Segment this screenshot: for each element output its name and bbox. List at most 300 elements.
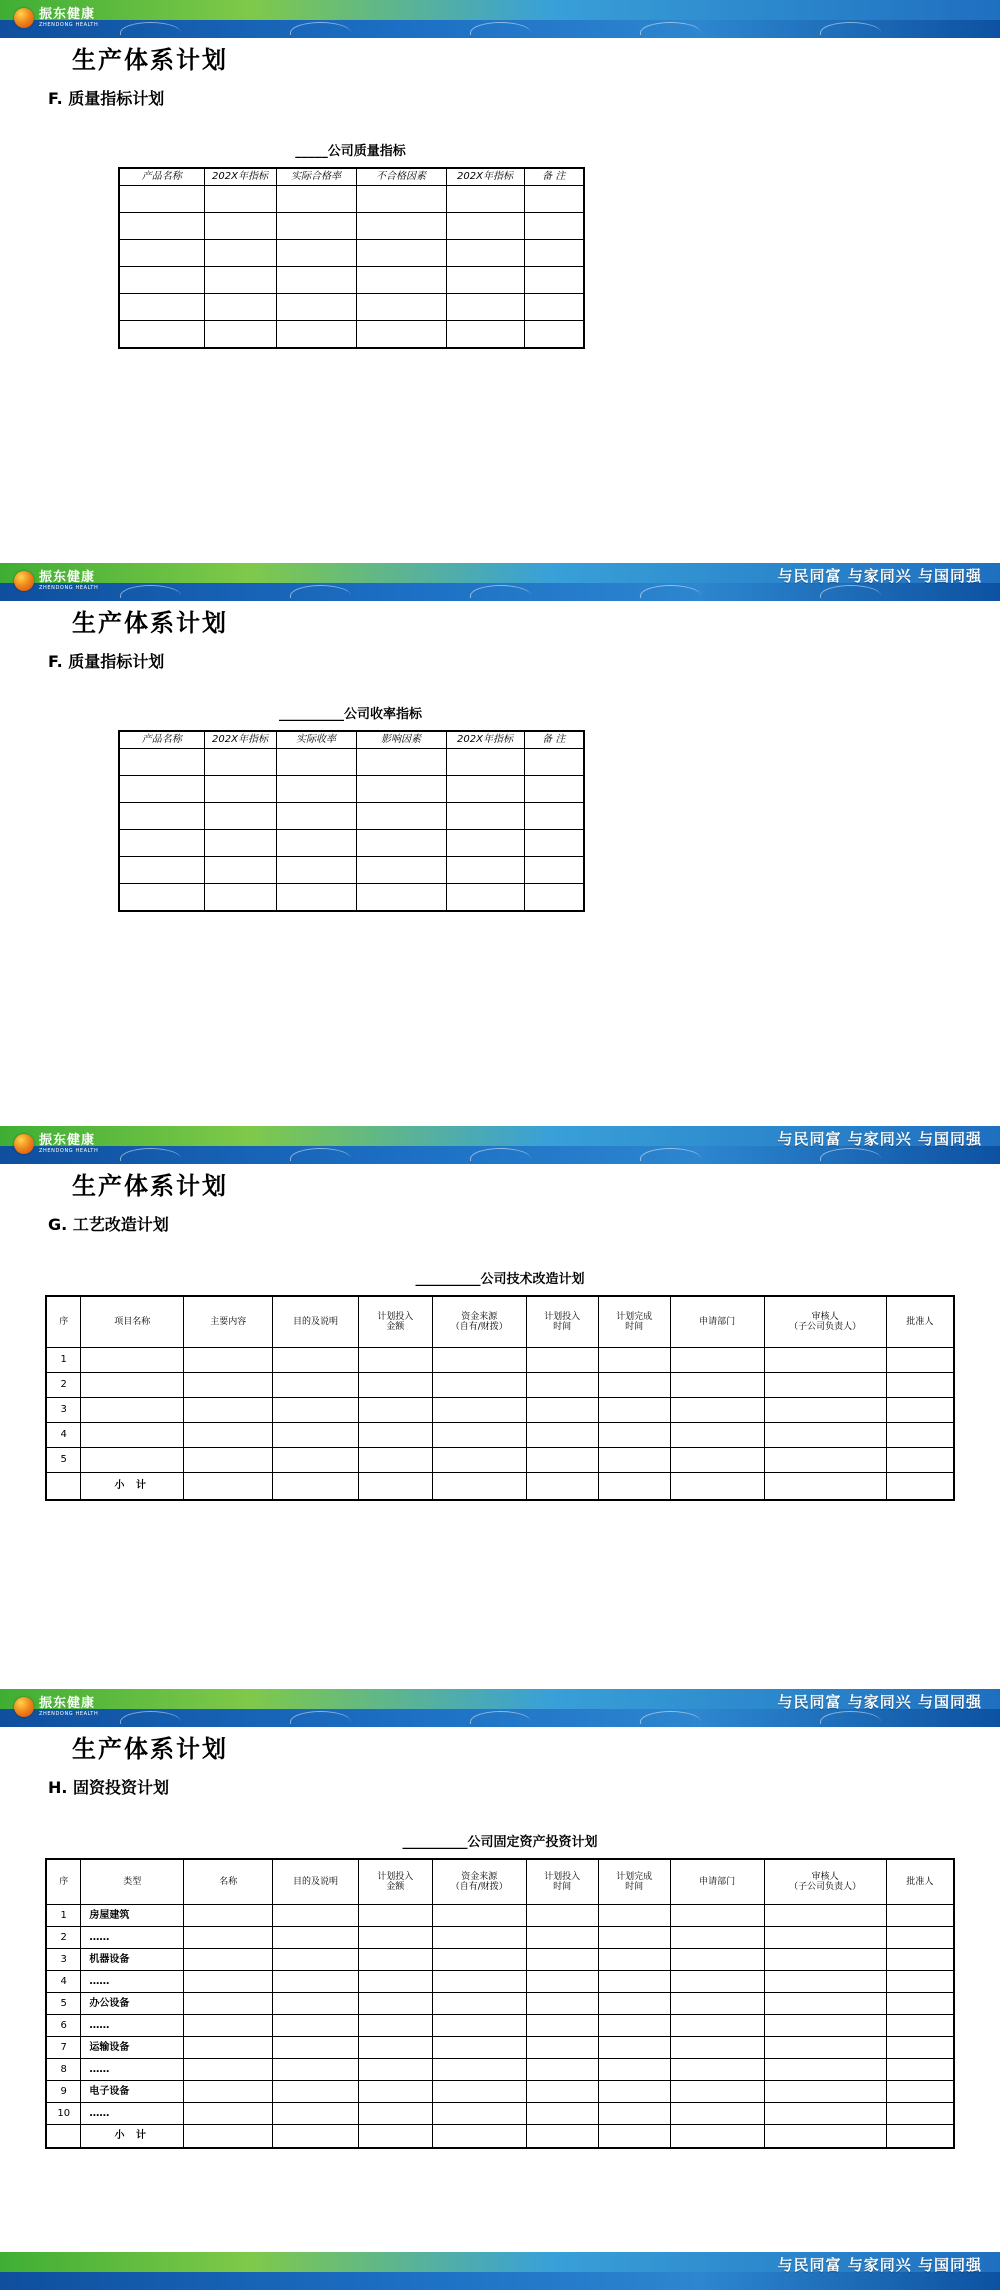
cell[interactable] bbox=[273, 1423, 358, 1448]
brand-slogan: 与民同富 与家同兴 与国同强 bbox=[777, 567, 982, 585]
row-type: …… bbox=[81, 2059, 184, 2081]
cell[interactable] bbox=[432, 1905, 526, 1927]
cell[interactable] bbox=[598, 1348, 670, 1373]
yield-index-table-block bbox=[118, 703, 583, 912]
cell[interactable] bbox=[276, 802, 356, 829]
fixed-asset-table bbox=[45, 1858, 955, 2149]
col-header: 类型 bbox=[81, 1859, 184, 1905]
cell[interactable] bbox=[432, 2103, 526, 2125]
cell[interactable] bbox=[526, 1905, 598, 1927]
cell[interactable] bbox=[526, 1373, 598, 1398]
total-label: 小 计 bbox=[81, 2125, 184, 2149]
cell[interactable] bbox=[204, 883, 276, 911]
cell[interactable] bbox=[524, 883, 584, 911]
cell[interactable] bbox=[432, 2037, 526, 2059]
cell[interactable] bbox=[524, 856, 584, 883]
cell[interactable] bbox=[276, 320, 356, 348]
brand-logo bbox=[14, 1134, 98, 1154]
cell[interactable] bbox=[358, 1993, 432, 2015]
row-type: 电子设备 bbox=[81, 2081, 184, 2103]
cell[interactable] bbox=[276, 883, 356, 911]
cell[interactable] bbox=[526, 2059, 598, 2081]
col-header: 计划完成 时间 bbox=[598, 1859, 670, 1905]
col-header: 序 bbox=[46, 1296, 81, 1348]
cell[interactable] bbox=[273, 2103, 358, 2125]
cell[interactable] bbox=[204, 829, 276, 856]
cell[interactable] bbox=[526, 1423, 598, 1448]
cell[interactable] bbox=[886, 1473, 954, 1501]
cell[interactable] bbox=[446, 212, 524, 239]
cell[interactable] bbox=[356, 293, 446, 320]
table-row bbox=[46, 1398, 954, 1423]
cell[interactable] bbox=[598, 2125, 670, 2149]
cell[interactable] bbox=[764, 1448, 886, 1473]
cell[interactable] bbox=[273, 1905, 358, 1927]
cell[interactable] bbox=[432, 2015, 526, 2037]
cell[interactable] bbox=[598, 1949, 670, 1971]
cell[interactable] bbox=[184, 1971, 273, 1993]
cell[interactable] bbox=[356, 856, 446, 883]
cell[interactable] bbox=[670, 1971, 764, 1993]
cell[interactable] bbox=[273, 2125, 358, 2149]
cell[interactable] bbox=[764, 2081, 886, 2103]
cell[interactable] bbox=[764, 2015, 886, 2037]
cell[interactable] bbox=[446, 829, 524, 856]
cell[interactable] bbox=[184, 2081, 273, 2103]
table-caption: __________公司技术改造计划 bbox=[415, 1272, 585, 1287]
cell[interactable] bbox=[184, 1949, 273, 1971]
cell[interactable] bbox=[356, 883, 446, 911]
cell[interactable] bbox=[526, 2081, 598, 2103]
cell[interactable] bbox=[670, 1373, 764, 1398]
cell[interactable] bbox=[598, 2015, 670, 2037]
cell[interactable] bbox=[764, 2125, 886, 2149]
cell[interactable] bbox=[184, 1398, 273, 1423]
cell[interactable] bbox=[358, 2015, 432, 2037]
cell[interactable] bbox=[670, 1905, 764, 1927]
cell[interactable] bbox=[764, 1927, 886, 1949]
cell[interactable] bbox=[356, 212, 446, 239]
cell[interactable] bbox=[886, 2037, 954, 2059]
cell[interactable] bbox=[886, 1927, 954, 1949]
cell[interactable] bbox=[526, 1993, 598, 2015]
cell[interactable] bbox=[598, 1905, 670, 1927]
cell[interactable] bbox=[204, 212, 276, 239]
col-header: 计划投入 金额 bbox=[358, 1859, 432, 1905]
header-band bbox=[0, 1689, 1000, 1727]
slide-1 bbox=[0, 0, 1000, 563]
cell[interactable] bbox=[670, 1993, 764, 2015]
table-header-row bbox=[119, 731, 584, 748]
cell[interactable] bbox=[524, 775, 584, 802]
cell[interactable] bbox=[432, 1473, 526, 1501]
col-header: 批准人 bbox=[886, 1859, 954, 1905]
cell[interactable] bbox=[598, 1423, 670, 1448]
cell[interactable] bbox=[764, 1905, 886, 1927]
cell[interactable] bbox=[886, 1949, 954, 1971]
brand-logo bbox=[14, 571, 98, 591]
cell[interactable] bbox=[358, 1373, 432, 1398]
cell[interactable] bbox=[446, 802, 524, 829]
cell[interactable] bbox=[184, 2059, 273, 2081]
cell[interactable] bbox=[119, 239, 204, 266]
cell[interactable] bbox=[276, 239, 356, 266]
cell[interactable] bbox=[273, 1448, 358, 1473]
cell[interactable] bbox=[764, 1993, 886, 2015]
cell[interactable] bbox=[432, 1971, 526, 1993]
row-type: 机器设备 bbox=[81, 1949, 184, 1971]
table-row bbox=[46, 1348, 954, 1373]
cell[interactable] bbox=[356, 266, 446, 293]
cell[interactable] bbox=[886, 1398, 954, 1423]
cell[interactable] bbox=[526, 2125, 598, 2149]
cell[interactable] bbox=[598, 1373, 670, 1398]
cell[interactable] bbox=[526, 1971, 598, 1993]
cell[interactable] bbox=[184, 1473, 273, 1501]
cell[interactable] bbox=[524, 185, 584, 212]
cell[interactable] bbox=[446, 775, 524, 802]
cell[interactable] bbox=[526, 1448, 598, 1473]
cell[interactable] bbox=[526, 1949, 598, 1971]
tech-reform-table-block bbox=[45, 1268, 955, 1501]
cell[interactable] bbox=[81, 1423, 184, 1448]
cell[interactable] bbox=[432, 1949, 526, 1971]
cell[interactable] bbox=[670, 1949, 764, 1971]
cell[interactable] bbox=[119, 185, 204, 212]
cell[interactable] bbox=[358, 1473, 432, 1501]
col-header: 影响因素 bbox=[356, 731, 446, 748]
cell[interactable] bbox=[524, 748, 584, 775]
table-total-row bbox=[46, 2125, 954, 2149]
cell[interactable] bbox=[358, 2103, 432, 2125]
cell[interactable] bbox=[273, 2059, 358, 2081]
cell[interactable] bbox=[524, 212, 584, 239]
cell[interactable] bbox=[524, 829, 584, 856]
sun-logo-icon bbox=[14, 1697, 34, 1717]
cell[interactable] bbox=[358, 1348, 432, 1373]
row-index: 10 bbox=[46, 2103, 81, 2125]
row-type: 运输设备 bbox=[81, 2037, 184, 2059]
cell[interactable] bbox=[273, 1348, 358, 1373]
cell[interactable] bbox=[670, 1423, 764, 1448]
cell[interactable] bbox=[598, 2059, 670, 2081]
cell[interactable] bbox=[598, 1473, 670, 1501]
col-header: 202X年指标 bbox=[204, 168, 276, 185]
cell[interactable] bbox=[119, 212, 204, 239]
cell[interactable] bbox=[432, 2059, 526, 2081]
row-index: 4 bbox=[46, 1971, 81, 1993]
cell[interactable] bbox=[358, 1905, 432, 1927]
header-band bbox=[0, 2252, 1000, 2290]
cell[interactable] bbox=[276, 266, 356, 293]
cell[interactable] bbox=[886, 2081, 954, 2103]
yield-index-table bbox=[118, 730, 585, 912]
cell[interactable] bbox=[184, 1423, 273, 1448]
cell[interactable] bbox=[598, 2037, 670, 2059]
cell[interactable] bbox=[358, 1949, 432, 1971]
cell[interactable] bbox=[886, 1993, 954, 2015]
cell[interactable] bbox=[204, 320, 276, 348]
fixed-asset-table-block bbox=[45, 1831, 955, 2149]
cell[interactable] bbox=[81, 1448, 184, 1473]
cell[interactable] bbox=[356, 748, 446, 775]
cell[interactable] bbox=[670, 2037, 764, 2059]
cell[interactable] bbox=[184, 1448, 273, 1473]
cell[interactable] bbox=[446, 185, 524, 212]
table-total-row bbox=[46, 1473, 954, 1501]
cell[interactable] bbox=[358, 2125, 432, 2149]
cell[interactable] bbox=[276, 185, 356, 212]
cell[interactable] bbox=[273, 1398, 358, 1423]
cell[interactable] bbox=[204, 266, 276, 293]
cell[interactable] bbox=[119, 856, 204, 883]
cell[interactable] bbox=[432, 1448, 526, 1473]
cell[interactable] bbox=[432, 1927, 526, 1949]
col-header: 计划投入 时间 bbox=[526, 1296, 598, 1348]
cell[interactable] bbox=[886, 1423, 954, 1448]
col-header: 实际收率 bbox=[276, 731, 356, 748]
brand-slogan: 与民同富 与家同兴 与国同强 bbox=[777, 1130, 982, 1148]
cell[interactable] bbox=[204, 775, 276, 802]
cell[interactable] bbox=[119, 266, 204, 293]
brand-name-en: ZHENDONG HEALTH bbox=[39, 22, 99, 28]
cell[interactable] bbox=[273, 1971, 358, 1993]
cell[interactable] bbox=[670, 1448, 764, 1473]
cell[interactable] bbox=[358, 1927, 432, 1949]
cell[interactable] bbox=[81, 1373, 184, 1398]
cell[interactable] bbox=[184, 2015, 273, 2037]
cell[interactable] bbox=[81, 1398, 184, 1423]
page-title: 生产体系计划 bbox=[72, 1735, 228, 1763]
cell[interactable] bbox=[670, 1398, 764, 1423]
cell[interactable] bbox=[276, 212, 356, 239]
cell[interactable] bbox=[524, 802, 584, 829]
table-caption: __________公司收率指标 bbox=[278, 707, 422, 722]
cell[interactable] bbox=[184, 1373, 273, 1398]
cell[interactable] bbox=[446, 883, 524, 911]
row-type: 房屋建筑 bbox=[81, 1905, 184, 1927]
cell[interactable] bbox=[446, 320, 524, 348]
cell[interactable] bbox=[432, 1398, 526, 1423]
table-row bbox=[46, 2081, 954, 2103]
cell[interactable] bbox=[356, 239, 446, 266]
brand-name-cn: 振东健康 bbox=[39, 7, 96, 22]
cell[interactable] bbox=[886, 1971, 954, 1993]
cell[interactable] bbox=[598, 2081, 670, 2103]
cell[interactable] bbox=[276, 856, 356, 883]
table-row bbox=[46, 1423, 954, 1448]
cell[interactable] bbox=[184, 1348, 273, 1373]
col-header: 产品名称 bbox=[119, 168, 204, 185]
cell[interactable] bbox=[276, 775, 356, 802]
cell[interactable] bbox=[598, 1993, 670, 2015]
cell[interactable] bbox=[204, 185, 276, 212]
cell[interactable] bbox=[526, 1927, 598, 1949]
col-header: 202X年指标 bbox=[446, 731, 524, 748]
row-index: 5 bbox=[46, 1993, 81, 2015]
col-header: 202X年指标 bbox=[204, 731, 276, 748]
cell[interactable] bbox=[524, 266, 584, 293]
cell[interactable] bbox=[670, 2103, 764, 2125]
section-subtitle: H. 固资投资计划 bbox=[48, 1778, 170, 1797]
cell[interactable] bbox=[670, 2059, 764, 2081]
table-row bbox=[119, 239, 584, 266]
cell[interactable] bbox=[598, 1448, 670, 1473]
cell[interactable] bbox=[273, 1993, 358, 2015]
cell[interactable] bbox=[358, 1423, 432, 1448]
table-row bbox=[46, 1971, 954, 1993]
cell[interactable] bbox=[886, 2059, 954, 2081]
row-index: 3 bbox=[46, 1949, 81, 1971]
cell[interactable] bbox=[764, 2037, 886, 2059]
cell[interactable] bbox=[273, 1949, 358, 1971]
row-index: 4 bbox=[46, 1423, 81, 1448]
table-row bbox=[119, 212, 584, 239]
slide-3 bbox=[0, 1126, 1000, 1689]
cell[interactable] bbox=[119, 748, 204, 775]
cell[interactable] bbox=[764, 2059, 886, 2081]
cell[interactable] bbox=[764, 1949, 886, 1971]
col-header: 202X年指标 bbox=[446, 168, 524, 185]
cell[interactable] bbox=[184, 1993, 273, 2015]
cell[interactable] bbox=[273, 2015, 358, 2037]
cell[interactable] bbox=[886, 1373, 954, 1398]
cell[interactable] bbox=[432, 1993, 526, 2015]
row-type: …… bbox=[81, 2015, 184, 2037]
cell[interactable] bbox=[670, 1927, 764, 1949]
cell[interactable] bbox=[358, 2059, 432, 2081]
cell[interactable] bbox=[276, 293, 356, 320]
cell[interactable] bbox=[119, 775, 204, 802]
cell[interactable] bbox=[432, 1423, 526, 1448]
cell[interactable] bbox=[204, 748, 276, 775]
cell[interactable] bbox=[119, 829, 204, 856]
cell[interactable] bbox=[764, 1373, 886, 1398]
cell[interactable] bbox=[526, 1348, 598, 1373]
cell[interactable] bbox=[204, 856, 276, 883]
cell[interactable] bbox=[526, 2015, 598, 2037]
cell[interactable] bbox=[670, 2125, 764, 2149]
cell[interactable] bbox=[276, 748, 356, 775]
table-caption: _____公司质量指标 bbox=[295, 144, 406, 159]
cell[interactable] bbox=[524, 320, 584, 348]
cell[interactable] bbox=[273, 1473, 358, 1501]
cell[interactable] bbox=[432, 1348, 526, 1373]
cell[interactable] bbox=[119, 293, 204, 320]
cell[interactable] bbox=[184, 2125, 273, 2149]
cell[interactable] bbox=[273, 2081, 358, 2103]
cell[interactable] bbox=[446, 293, 524, 320]
cell[interactable] bbox=[119, 320, 204, 348]
cell[interactable] bbox=[886, 2015, 954, 2037]
cell[interactable] bbox=[598, 1398, 670, 1423]
cell[interactable] bbox=[446, 856, 524, 883]
cell[interactable] bbox=[119, 883, 204, 911]
row-type: …… bbox=[81, 1971, 184, 1993]
cell[interactable] bbox=[356, 185, 446, 212]
cell[interactable] bbox=[184, 1927, 273, 1949]
cell[interactable] bbox=[358, 1971, 432, 1993]
row-index: 1 bbox=[46, 1905, 81, 1927]
cell[interactable] bbox=[670, 2015, 764, 2037]
table-header-row bbox=[119, 168, 584, 185]
cell[interactable] bbox=[670, 1348, 764, 1373]
cell[interactable] bbox=[598, 2103, 670, 2125]
table-row bbox=[46, 2059, 954, 2081]
cell[interactable] bbox=[764, 1423, 886, 1448]
slide-4 bbox=[0, 1689, 1000, 2252]
cell[interactable] bbox=[184, 1905, 273, 1927]
cell[interactable] bbox=[764, 1348, 886, 1373]
cell[interactable] bbox=[273, 2037, 358, 2059]
cell[interactable] bbox=[358, 1398, 432, 1423]
cell[interactable] bbox=[886, 1905, 954, 1927]
cell[interactable] bbox=[356, 829, 446, 856]
cell[interactable] bbox=[204, 239, 276, 266]
cell[interactable] bbox=[764, 1473, 886, 1501]
cell[interactable] bbox=[886, 1448, 954, 1473]
row-index: 1 bbox=[46, 1348, 81, 1373]
cell[interactable] bbox=[446, 266, 524, 293]
cell[interactable] bbox=[524, 293, 584, 320]
cell[interactable] bbox=[358, 2037, 432, 2059]
cell[interactable] bbox=[432, 2125, 526, 2149]
cell[interactable] bbox=[526, 1473, 598, 1501]
cell[interactable] bbox=[526, 2103, 598, 2125]
cell[interactable] bbox=[276, 829, 356, 856]
cell[interactable] bbox=[204, 802, 276, 829]
cell[interactable] bbox=[886, 1348, 954, 1373]
cell[interactable] bbox=[446, 748, 524, 775]
cell[interactable] bbox=[184, 2103, 273, 2125]
cell[interactable] bbox=[432, 1373, 526, 1398]
cell[interactable] bbox=[81, 1348, 184, 1373]
cell[interactable] bbox=[670, 1473, 764, 1501]
cell[interactable] bbox=[273, 1927, 358, 1949]
cell[interactable] bbox=[432, 2081, 526, 2103]
table-row bbox=[46, 2037, 954, 2059]
row-type: 办公设备 bbox=[81, 1993, 184, 2015]
cell[interactable] bbox=[273, 1373, 358, 1398]
cell[interactable] bbox=[204, 293, 276, 320]
cell[interactable] bbox=[119, 802, 204, 829]
cell[interactable] bbox=[446, 239, 524, 266]
cell[interactable] bbox=[598, 1927, 670, 1949]
cell[interactable] bbox=[886, 2103, 954, 2125]
col-header: 实际合格率 bbox=[276, 168, 356, 185]
table-row bbox=[119, 748, 584, 775]
cell[interactable] bbox=[598, 1971, 670, 1993]
cell[interactable] bbox=[526, 1398, 598, 1423]
cell[interactable] bbox=[358, 2081, 432, 2103]
cell[interactable] bbox=[886, 2125, 954, 2149]
cell[interactable] bbox=[358, 1448, 432, 1473]
cell[interactable] bbox=[764, 1398, 886, 1423]
cell[interactable] bbox=[670, 2081, 764, 2103]
cell[interactable] bbox=[356, 775, 446, 802]
cell[interactable] bbox=[184, 2037, 273, 2059]
row-index: 3 bbox=[46, 1398, 81, 1423]
cell[interactable] bbox=[526, 2037, 598, 2059]
cell[interactable] bbox=[524, 239, 584, 266]
col-header: 项目名称 bbox=[81, 1296, 184, 1348]
cell[interactable] bbox=[356, 802, 446, 829]
table-caption: __________公司固定资产投资计划 bbox=[402, 1835, 598, 1850]
cell[interactable] bbox=[356, 320, 446, 348]
cell[interactable] bbox=[764, 1971, 886, 1993]
col-header: 序 bbox=[46, 1859, 81, 1905]
cell[interactable] bbox=[764, 2103, 886, 2125]
